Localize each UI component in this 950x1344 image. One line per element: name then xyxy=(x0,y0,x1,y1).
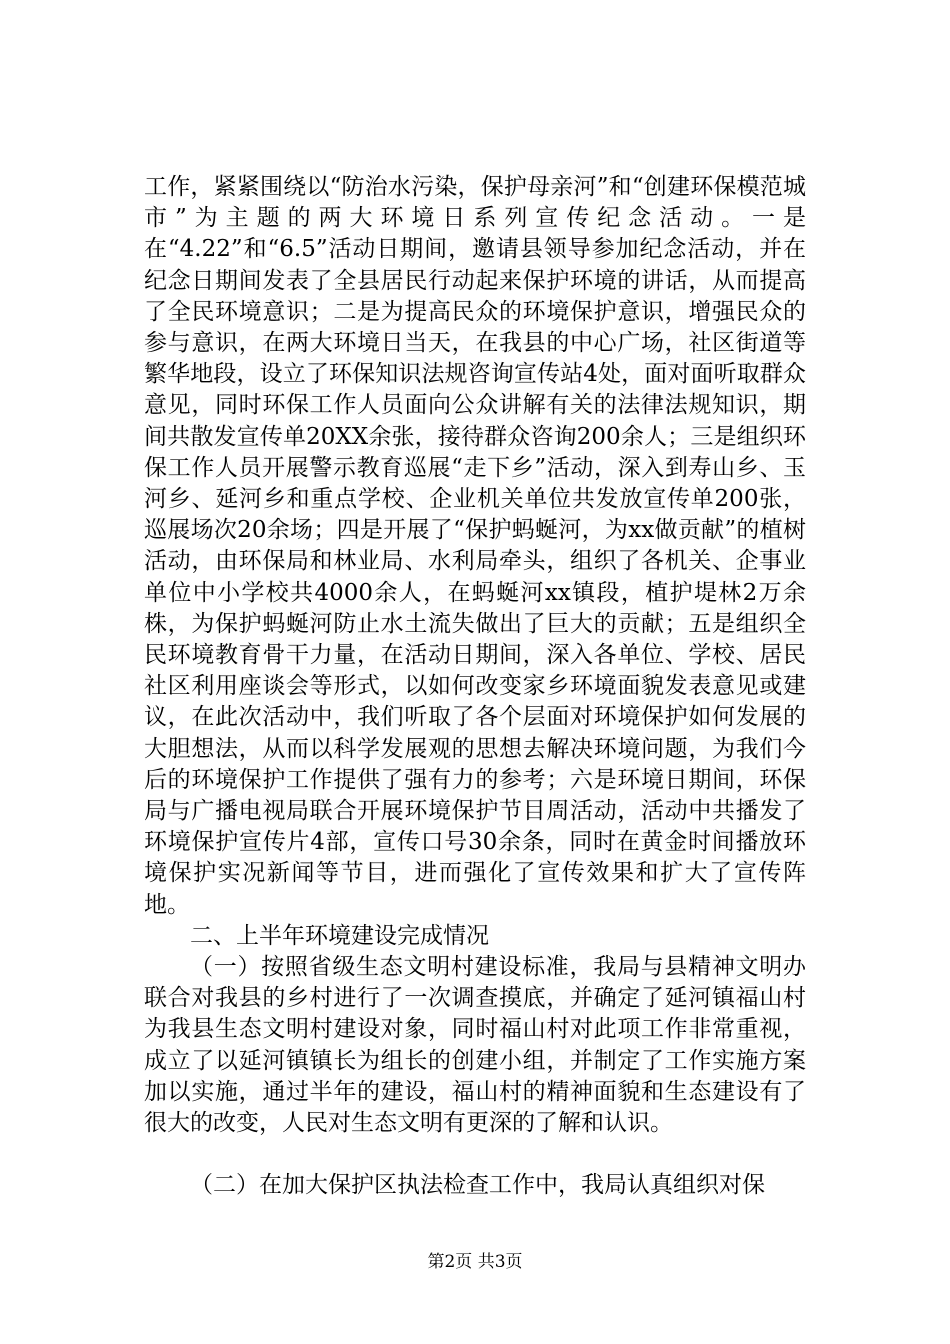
document-body xyxy=(144,172,806,1202)
body-paragraph-eco-village: （一）按照省级生态文明村建设标准，我局与县精神文明办联合对我县的乡村进行了一次调查摸底，并确定了延河镇福山村为我县生态文明村建设对象，同时福山村对此项工作非常重视，成立了以延河镇镇长为组长的创建小组，并制定了工作实施方案加以实施，通过半年的建设，福山村的精神面貌和生态建设有了很大的改变，人民对生态文明有更深的了解和认识。 xyxy=(144,954,806,1137)
body-paragraph-activities: 工作，紧紧围绕以“防治水污染，保护母亲河”和“创建环保模范城市”为主题的两大环境日系列宣传纪念活动。一是在“4.22”和“6.5”活动日期间，邀请县领导参加纪念活动，并在纪念日期间发表了全县居民行动起来保护环境的讲话，从而提高了全民环境意识；二是为提高民众的环境保护意识，增强民众的参与意识，在两大环境日当天，在我县的中心广场，社区街道等繁华地段，设立了环保知识法规咨询宣传站4处，面对面听取群众意见，同时环保工作人员面向公众讲解有关的法律法规知识，期间共散发宣传单20XX余张，接待群众咨询200余人；三是组织环保工作人员开展警示教育巡展“走下乡”活动，深入到寿山乡、玉河乡、延河乡和重点学校、企业机关单位共发放宣传单200张，巡展场次20余场；四是开展了“保护蚂蜒河，为xx做贡献”的植树活动，由环保局和林业局、水利局牵头，组织了各机关、企事业单位中小学校共4000余人，在蚂蜒河xx镇段，植护堤林2万余株，为保护蚂蜒河防止水土流失做出了巨大的贡献；五是组织全民环境教育骨干力量，在活动日期间，深入各单位、学校、居民社区利用座谈会等形式，以如何改变家乡环境面貌发表意见或建议，在此次活动中，我们听取了各个层面对环境保护如何发展的大胆想法，从而以科学发展观的思想去解决环境问题，为我们今后的环境保护工作提供了强有力的参考；六是环境日期间，环保局与广播电视局联合开展环境保护节目周活动，活动中共播发了环境保护宣传片4部，宣传口号30余条，同时在黄金时间播放环境保护实况新闻等节目，进而强化了宣传效果和扩大了宣传阵地。 xyxy=(144,174,806,918)
section-heading: 二、上半年环境建设完成情况 xyxy=(190,922,489,949)
body-paragraph-enforcement: （二）在加大保护区执法检查工作中，我局认真组织对保 xyxy=(190,1172,765,1199)
page-footer: 第2页 共3页 xyxy=(427,1252,523,1272)
